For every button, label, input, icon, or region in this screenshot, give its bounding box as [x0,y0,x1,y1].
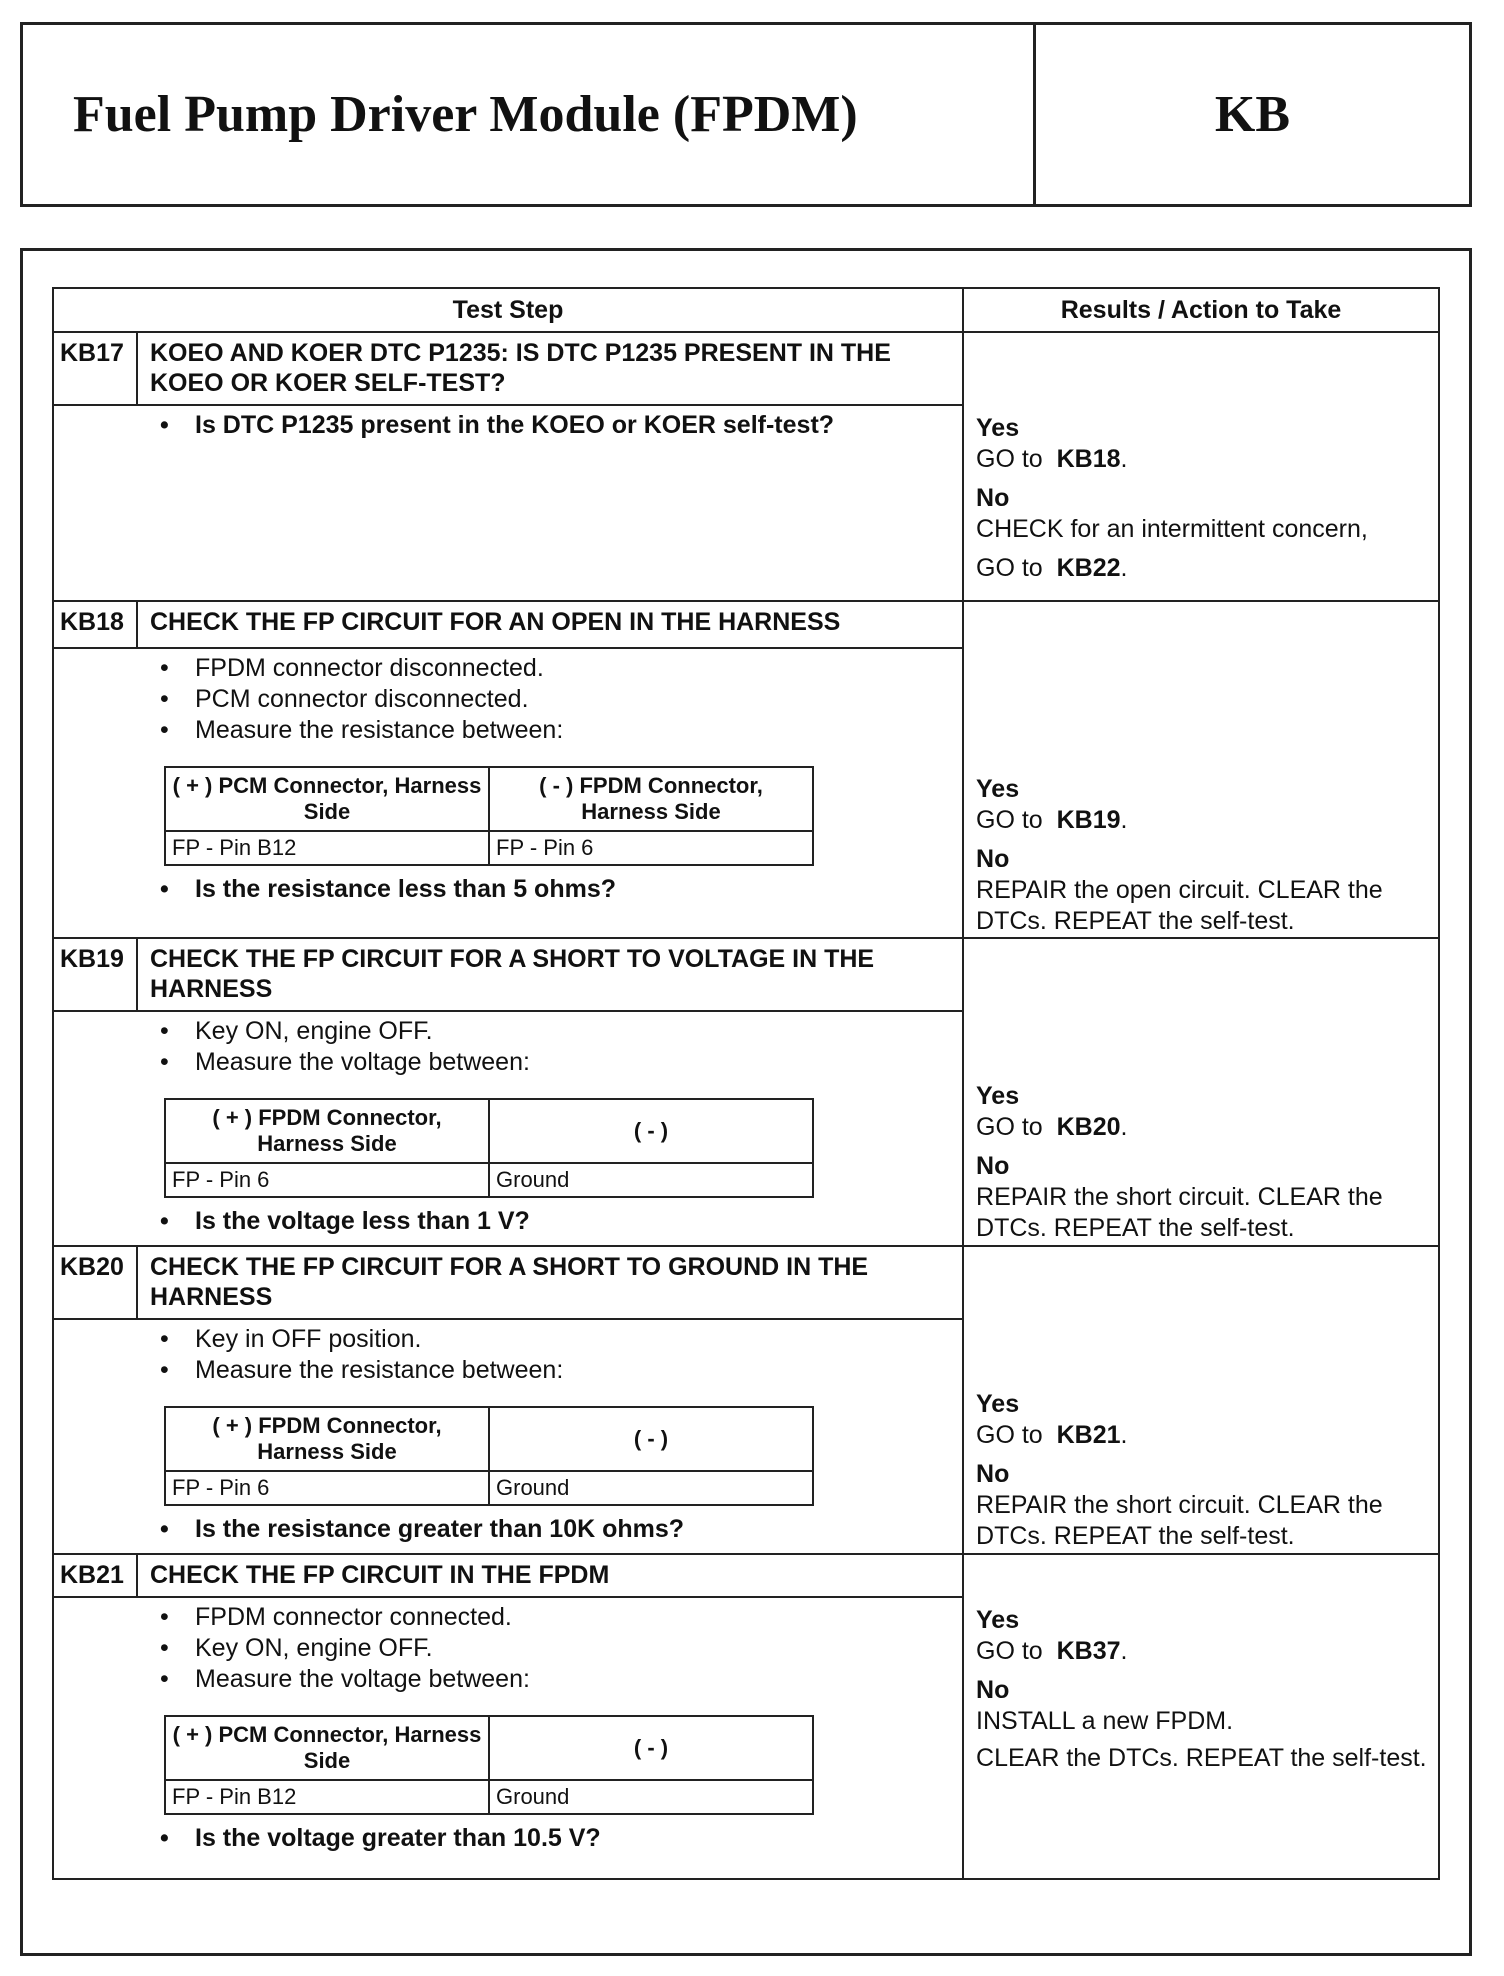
test-step-table [52,287,1440,1880]
no-action-2: CLEAR the DTCs. REPEAT the self-test. [976,1744,1427,1772]
no-label: No [976,484,1010,512]
title-box [20,22,1472,207]
step-result [963,1554,1439,1879]
no-action: INSTALL a new FPDM. [976,1707,1234,1735]
step-bullet: • Key ON, engine OFF. [150,1633,952,1664]
meas-header-negative: ( - ) FPDM Connector, Harness Side [489,767,813,831]
step-question: • Is the voltage greater than 10.5 V? [150,1823,952,1854]
step-id: KB19 [53,938,137,1011]
no-action: REPAIR the open circuit. CLEAR the DTCs. REPEAT the self-test. [976,876,1383,935]
yes-ref: KB37 [1056,1637,1121,1665]
measurement-table [164,766,814,866]
meas-header-positive: ( + ) PCM Connector, Harness Side [165,1716,489,1780]
results-header: Results / Action to Take [963,288,1439,332]
step-body [53,1597,963,1879]
meas-header-negative: ( - ) [489,1099,813,1163]
step-question: • Is the voltage less than 1 V? [150,1206,952,1237]
step-body [53,405,963,601]
step-heading: CHECK THE FP CIRCUIT FOR A SHORT TO VOLTAGE IN THE HARNESS [137,938,963,1011]
step-id: KB20 [53,1246,137,1319]
step-bullet: • Key ON, engine OFF. [150,1016,952,1047]
step-row-kb18 [53,601,1439,648]
meas-cell-negative: Ground [489,1471,813,1505]
page-title: Fuel Pump Driver Module (FPDM) [23,25,1036,204]
step-row-kb20 [53,1246,1439,1319]
step-heading: CHECK THE FP CIRCUIT IN THE FPDM [137,1554,963,1597]
measurement-table [164,1715,814,1815]
step-body [53,1011,963,1246]
measurement-table [164,1406,814,1506]
meas-cell-positive: FP - Pin B12 [165,1780,489,1814]
no-action: REPAIR the short circuit. CLEAR the DTCs. REPEAT the self-test. [976,1183,1383,1242]
step-result [963,1246,1439,1554]
meas-cell-positive: FP - Pin B12 [165,831,489,865]
no-label: No [976,845,1010,873]
step-bullet: • FPDM connector connected. [150,1602,952,1633]
no-ref: KB22 [1056,554,1121,582]
meas-header-positive: ( + ) FPDM Connector, Harness Side [165,1407,489,1471]
yes-ref: KB18 [1056,445,1121,473]
step-heading: CHECK THE FP CIRCUIT FOR AN OPEN IN THE HARNESS [137,601,963,648]
step-id: KB21 [53,1554,137,1597]
yes-label: Yes [976,1082,1020,1110]
table-header-row [53,288,1439,332]
step-row-kb17 [53,332,1439,405]
yes-label: Yes [976,1390,1020,1418]
yes-action: GO to KB21. [976,1421,1128,1449]
step-bullet: • Measure the resistance between: [150,715,952,746]
meas-header-positive: ( + ) PCM Connector, Harness Side [165,767,489,831]
measurement-table [164,1098,814,1198]
step-heading: CHECK THE FP CIRCUIT FOR A SHORT TO GROUND IN THE HARNESS [137,1246,963,1319]
yes-action: GO to KB37. [976,1637,1128,1665]
section-code: KB [1214,86,1291,143]
step-result [963,601,1439,938]
meas-cell-positive: FP - Pin 6 [165,1163,489,1197]
test-step-header: Test Step [53,288,963,332]
meas-cell-negative: FP - Pin 6 [489,831,813,865]
yes-label: Yes [976,1606,1020,1634]
meas-cell-positive: FP - Pin 6 [165,1471,489,1505]
step-question: • Is the resistance less than 5 ohms? [150,874,952,905]
meas-header-negative: ( - ) [489,1716,813,1780]
no-label: No [976,1460,1010,1488]
step-result [963,332,1439,601]
step-row-kb21 [53,1554,1439,1597]
step-bullet: • PCM connector disconnected. [150,684,952,715]
no-goto: GO to KB22. [976,554,1128,582]
yes-ref: KB20 [1056,1113,1121,1141]
step-question: • Is DTC P1235 present in the KOEO or KOER self-test? [150,410,952,441]
yes-action: GO to KB18. [976,445,1128,473]
step-result [963,938,1439,1246]
no-label: No [976,1676,1010,1704]
meas-header-negative: ( - ) [489,1407,813,1471]
meas-header-positive: ( + ) FPDM Connector, Harness Side [165,1099,489,1163]
yes-action: GO to KB20. [976,1113,1128,1141]
step-bullet: • Measure the resistance between: [150,1355,952,1386]
step-body [53,648,963,938]
step-id: KB18 [53,601,137,648]
yes-action: GO to KB19. [976,806,1128,834]
step-question: • Is the resistance greater than 10K ohms? [150,1514,952,1545]
meas-cell-negative: Ground [489,1163,813,1197]
step-bullet: • Measure the voltage between: [150,1664,952,1695]
yes-label: Yes [976,775,1020,803]
step-heading: KOEO AND KOER DTC P1235: IS DTC P1235 PRESENT IN THE KOEO OR KOER SELF-TEST? [137,332,963,405]
step-row-kb19 [53,938,1439,1011]
yes-label: Yes [976,414,1020,442]
step-body [53,1319,963,1554]
yes-ref: KB21 [1056,1421,1121,1449]
yes-ref: KB19 [1056,806,1121,834]
step-bullet: • Measure the voltage between: [150,1047,952,1078]
no-action: REPAIR the short circuit. CLEAR the DTCs. REPEAT the self-test. [976,1491,1383,1550]
meas-cell-negative: Ground [489,1780,813,1814]
step-bullet: • Key in OFF position. [150,1324,952,1355]
no-label: No [976,1152,1010,1180]
no-action: CHECK for an intermittent concern, [976,515,1368,543]
step-bullet: • FPDM connector disconnected. [150,653,952,684]
step-id: KB17 [53,332,137,405]
